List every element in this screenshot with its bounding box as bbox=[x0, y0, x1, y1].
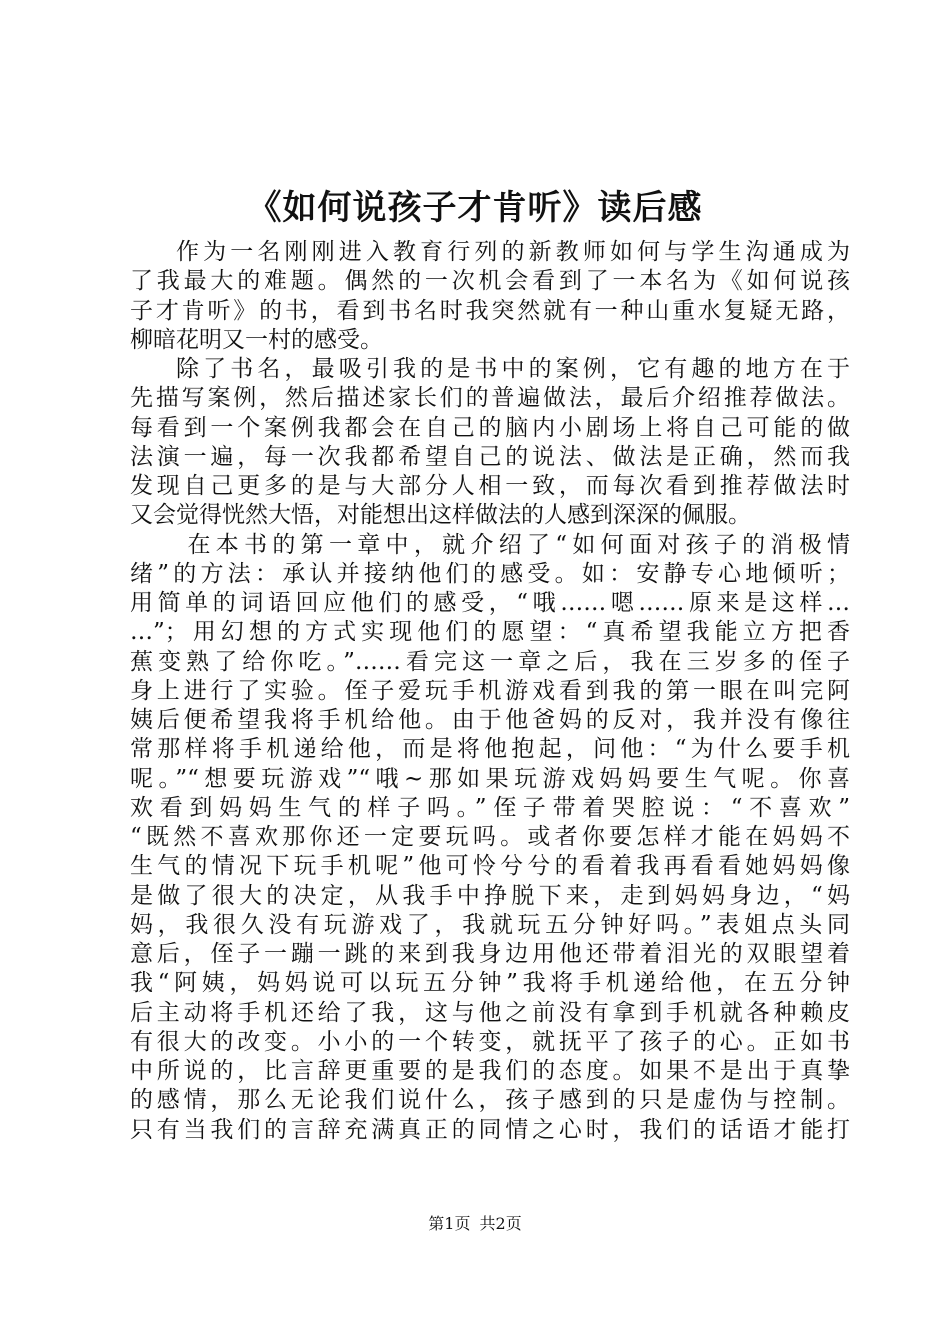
body-line: 又会觉得恍然大悟，对能想出这样做法的人感到深深的佩服。 bbox=[130, 502, 751, 529]
body-line: 欢看到妈妈生气的样子吗。”侄子带着哭腔说：“不喜欢” bbox=[130, 794, 850, 821]
body-line: 生气的情况下玩手机呢”他可怜兮兮的看着我再看看她妈妈像 bbox=[130, 853, 850, 880]
body-line: 每看到一个案例我都会在自己的脑内小剧场上将自己可能的做 bbox=[130, 414, 850, 441]
body-line: 是做了很大的决定，从我手中挣脱下来，走到妈妈身边，“妈 bbox=[130, 882, 850, 909]
body-line: 只有当我们的言辞充满真正的同情之心时，我们的话语才能打 bbox=[130, 1116, 850, 1143]
body-line: “既然不喜欢那你还一定要玩吗。或者你要怎样才能在妈妈不 bbox=[130, 824, 850, 850]
body-line: 绪”的方法：承认并接纳他们的感受。如：安静专心地倾听； bbox=[130, 560, 850, 587]
body-line: 身上进行了实验。侄子爱玩手机游戏看到我的第一眼在叫完阿 bbox=[130, 677, 850, 704]
body-line: 除了书名，最吸引我的是书中的案例，它有趣的地方在于 bbox=[176, 356, 850, 382]
body-line: 的感情，那么无论我们说什么，孩子感到的只是虚伪与控制。 bbox=[130, 1087, 850, 1114]
body-line: 先描写案例，然后描述家长们的普遍做法，最后介绍推荐做法。 bbox=[130, 385, 850, 412]
body-line: …”；用幻想的方式实现他们的愿望：“真希望我能立方把香 bbox=[130, 619, 850, 646]
document-title: 《如何说孩子才肯听》读后感 bbox=[247, 188, 703, 228]
body-line: 了我最大的难题。偶然的一次机会看到了一本名为《如何说孩 bbox=[130, 268, 850, 295]
body-line: 姨后便希望我将手机给他。由于他爸妈的反对，我并没有像往 bbox=[130, 707, 850, 733]
body-line: 作为一名刚刚进入教育行列的新教师如何与学生沟通成为 bbox=[176, 239, 850, 265]
page-footer bbox=[0, 1213, 950, 1235]
page-total: 共2页 bbox=[479, 1214, 522, 1233]
body-line: 柳暗花明又一村的感受。 bbox=[130, 326, 383, 353]
body-line: 呢。”“想要玩游戏”“哦~那如果玩游戏妈妈要生气呢。你喜 bbox=[130, 765, 850, 792]
body-line: 意后，侄子一蹦一跳的来到我身边用他还带着泪光的双眼望着 bbox=[130, 941, 850, 967]
document-body bbox=[130, 238, 850, 1145]
page-number: 第1页 bbox=[428, 1214, 471, 1233]
body-line: 中所说的，比言辞更重要的是我们的态度。如果不是出于真挚 bbox=[130, 1058, 850, 1084]
body-line: 蕉变熟了给你吃。”……看完这一章之后，我在三岁多的侄子 bbox=[130, 648, 850, 675]
body-line: 妈，我很久没有玩游戏了，我就玩五分钟好吗。”表姐点头同 bbox=[130, 911, 850, 938]
body-line: 在本书的第一章中，就介绍了“如何面对孩子的消极情 bbox=[187, 531, 850, 558]
body-line: 用简单的词语回应他们的感受，“哦……嗯……原来是这样… bbox=[130, 590, 850, 616]
body-line: 我“阿姨，妈妈说可以玩五分钟”我将手机递给他，在五分钟 bbox=[130, 970, 850, 997]
body-line: 法演一遍，每一次我都希望自己的说法、做法是正确，然而我 bbox=[130, 443, 850, 470]
body-line: 发现自己更多的是与大部分人相一致，而每次看到推荐做法时 bbox=[130, 473, 850, 499]
body-line: 后主动将手机还给了我，这与他之前没有拿到手机就各种赖皮 bbox=[130, 999, 850, 1026]
body-line: 子才肯听》的书，看到书名时我突然就有一种山重水复疑无路， bbox=[130, 297, 850, 324]
body-line: 常那样将手机递给他，而是将他抱起，问他：“为什么要手机 bbox=[130, 736, 850, 763]
body-line: 有很大的改变。小小的一个转变，就抚平了孩子的心。正如书 bbox=[130, 1028, 850, 1055]
